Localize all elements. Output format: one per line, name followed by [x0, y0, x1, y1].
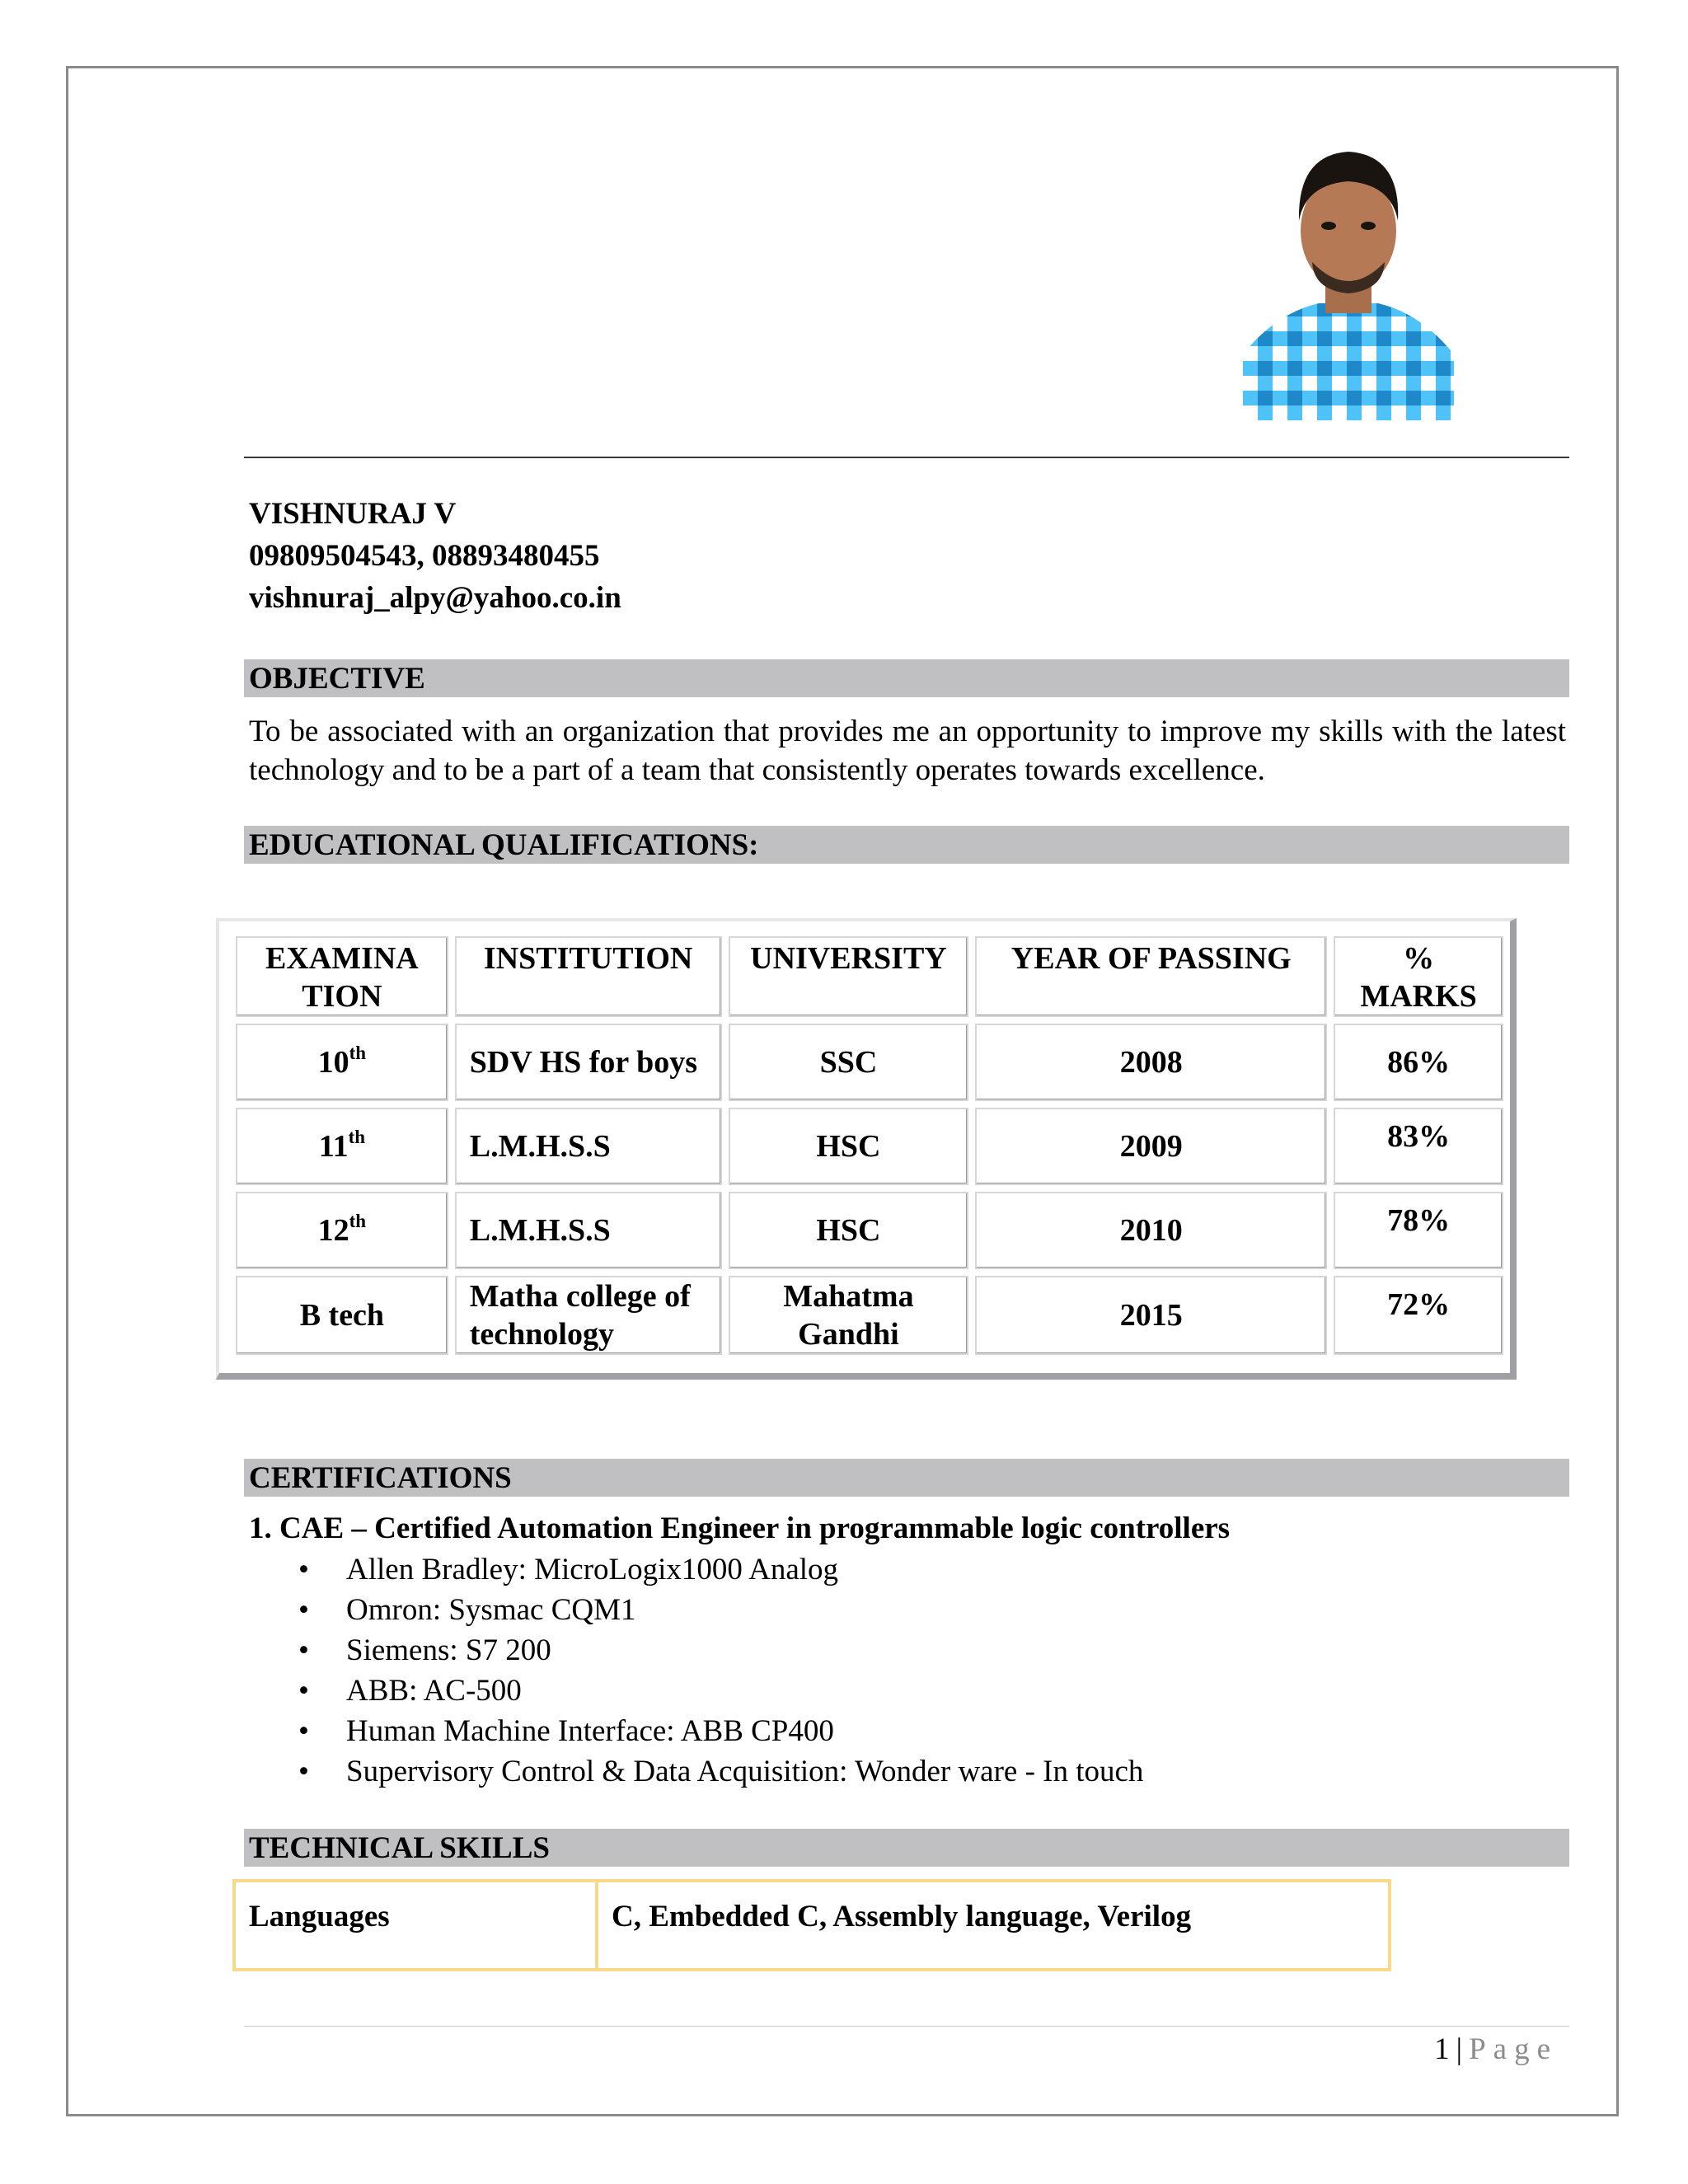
- page-label: Page: [1469, 2032, 1558, 2066]
- skills-table: [232, 1879, 1391, 1971]
- bullet-icon: •: [298, 1674, 309, 1708]
- header-divider: [244, 457, 1569, 458]
- table-header-row: [236, 936, 1503, 1017]
- skills-label: Languages: [236, 1882, 598, 1968]
- column-header: % MARKS: [1334, 936, 1503, 1017]
- university-cell: HSC: [729, 1108, 969, 1185]
- university-cell: HSC: [729, 1192, 969, 1269]
- table-row: [236, 1108, 1503, 1185]
- page-number: 1: [1434, 2032, 1450, 2066]
- education-table: [229, 930, 1510, 1361]
- certification-title: 1. CAE – Certified Automation Engineer in programmable logic controllers: [249, 1511, 1231, 1545]
- page-separator: |: [1456, 2032, 1463, 2066]
- bullet-icon: •: [298, 1755, 309, 1788]
- exam-cell: 11th: [236, 1108, 448, 1185]
- column-header: YEAR OF PASSING: [975, 936, 1327, 1017]
- year-cell: 2010: [975, 1192, 1327, 1269]
- exam-cell: 10th: [236, 1024, 448, 1101]
- exam-cell: B tech: [236, 1276, 448, 1355]
- marks-cell: 72%: [1334, 1276, 1503, 1355]
- exam-cell: 12th: [236, 1192, 448, 1269]
- bullet-icon: •: [298, 1714, 309, 1748]
- column-header: EXAMINA TION: [236, 936, 448, 1017]
- footer-divider: [244, 2026, 1569, 2027]
- contact-block: [249, 493, 621, 619]
- certification-list: [249, 1549, 1143, 1792]
- year-cell: 2015: [975, 1276, 1327, 1355]
- marks-cell: 78%: [1334, 1192, 1503, 1269]
- page-footer: [1434, 2029, 1558, 2070]
- table-row: [236, 1276, 1503, 1355]
- education-heading: EDUCATIONAL QUALIFICATIONS:: [244, 826, 1569, 864]
- education-table-frame: [216, 918, 1517, 1380]
- bullet-icon: •: [298, 1593, 309, 1627]
- list-item: • Siemens: S7 200: [249, 1630, 1143, 1671]
- email-address[interactable]: vishnuraj_alpy@yahoo.co.in: [249, 581, 621, 615]
- table-row: [236, 1192, 1503, 1269]
- marks-cell: 83%: [1334, 1108, 1503, 1185]
- institution-cell: L.M.H.S.S: [455, 1192, 722, 1269]
- university-cell: SSC: [729, 1024, 969, 1101]
- university-cell: Mahatma Gandhi: [729, 1276, 969, 1355]
- phone-numbers: 09809504543, 08893480455: [249, 539, 600, 573]
- column-header: UNIVERSITY: [729, 936, 969, 1017]
- list-item: • Human Machine Interface: ABB CP400: [249, 1711, 1143, 1751]
- profile-photo: [1243, 138, 1454, 420]
- institution-cell: L.M.H.S.S: [455, 1108, 722, 1185]
- candidate-name: VISHNURAJ V: [249, 497, 457, 531]
- bullet-icon: •: [298, 1553, 309, 1586]
- list-item: • ABB: AC-500: [249, 1671, 1143, 1711]
- objective-heading: OBJECTIVE: [244, 659, 1569, 697]
- marks-cell: 86%: [1334, 1024, 1503, 1101]
- technical-skills-heading: TECHNICAL SKILLS: [244, 1829, 1569, 1867]
- column-header: INSTITUTION: [455, 936, 722, 1017]
- list-item: • Allen Bradley: MicroLogix1000 Analog: [249, 1549, 1143, 1590]
- certifications-heading: CERTIFICATIONS: [244, 1459, 1569, 1497]
- institution-cell: SDV HS for boys: [455, 1024, 722, 1101]
- bullet-icon: •: [298, 1633, 309, 1667]
- year-cell: 2008: [975, 1024, 1327, 1101]
- list-item: • Omron: Sysmac CQM1: [249, 1590, 1143, 1630]
- institution-cell: Matha college of technology: [455, 1276, 722, 1355]
- table-row: [236, 1024, 1503, 1101]
- skills-value: C, Embedded C, Assembly language, Verilog: [612, 1900, 1192, 1933]
- list-item: • Supervisory Control & Data Acquisition: Wonder ware - In touch: [249, 1751, 1143, 1792]
- year-cell: 2009: [975, 1108, 1327, 1185]
- objective-text: To be associated with an organization that provides me an opportunity to improve my skills with the latest technology and to be a part of a team that consistently operates towards excellence.: [249, 715, 1566, 787]
